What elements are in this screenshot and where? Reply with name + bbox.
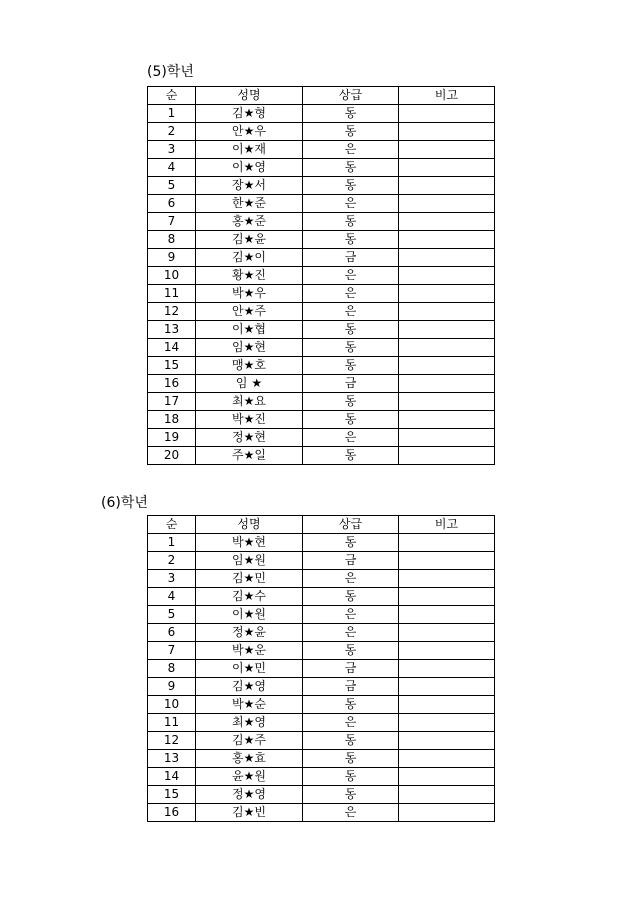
cell-name: 정★현: [196, 429, 303, 447]
table-row: [148, 375, 495, 393]
table-row: [148, 429, 495, 447]
cell-award: 동: [303, 732, 399, 750]
table-row: [148, 141, 495, 159]
table-row: [148, 642, 495, 660]
cell-note: [399, 123, 495, 141]
cell-note: [399, 624, 495, 642]
cell-no: 20: [148, 447, 196, 465]
cell-name: 정★영: [196, 786, 303, 804]
cell-no: 19: [148, 429, 196, 447]
cell-no: 9: [148, 678, 196, 696]
table-row: [148, 750, 495, 768]
cell-note: [399, 411, 495, 429]
cell-note: [399, 375, 495, 393]
cell-award: 동: [303, 159, 399, 177]
cell-note: [399, 660, 495, 678]
cell-name: 임★원: [196, 552, 303, 570]
cell-note: [399, 804, 495, 822]
cell-award: 동: [303, 393, 399, 411]
cell-note: [399, 213, 495, 231]
table-row: [148, 411, 495, 429]
cell-award: 금: [303, 660, 399, 678]
cell-name: 장★서: [196, 177, 303, 195]
table-row: [148, 195, 495, 213]
cell-name: 임 ★: [196, 375, 303, 393]
table-row: [148, 714, 495, 732]
cell-award: 동: [303, 339, 399, 357]
cell-award: 동: [303, 105, 399, 123]
cell-no: 4: [148, 588, 196, 606]
cell-note: [399, 357, 495, 375]
cell-name: 김★빈: [196, 804, 303, 822]
table-row: [148, 177, 495, 195]
cell-award: 동: [303, 357, 399, 375]
cell-no: 11: [148, 285, 196, 303]
cell-no: 12: [148, 732, 196, 750]
table-row: [148, 447, 495, 465]
cell-no: 2: [148, 123, 196, 141]
header-no: 순: [148, 87, 196, 105]
cell-name: 박★현: [196, 534, 303, 552]
cell-note: [399, 642, 495, 660]
table-row: [148, 678, 495, 696]
cell-note: [399, 588, 495, 606]
cell-name: 임★현: [196, 339, 303, 357]
cell-award: 금: [303, 552, 399, 570]
cell-note: [399, 177, 495, 195]
cell-name: 김★형: [196, 105, 303, 123]
cell-note: [399, 714, 495, 732]
cell-no: 1: [148, 534, 196, 552]
cell-no: 12: [148, 303, 196, 321]
cell-name: 최★요: [196, 393, 303, 411]
grade-6-title: (6)학년: [101, 495, 148, 511]
cell-award: 동: [303, 177, 399, 195]
table-row: [148, 249, 495, 267]
cell-name: 김★이: [196, 249, 303, 267]
cell-name: 이★민: [196, 660, 303, 678]
header-award: 상급: [303, 516, 399, 534]
cell-name: 윤★원: [196, 768, 303, 786]
cell-note: [399, 570, 495, 588]
cell-no: 13: [148, 321, 196, 339]
cell-note: [399, 678, 495, 696]
cell-award: 동: [303, 642, 399, 660]
cell-no: 6: [148, 195, 196, 213]
cell-no: 10: [148, 696, 196, 714]
cell-note: [399, 552, 495, 570]
cell-note: [399, 285, 495, 303]
header-note: 비고: [399, 516, 495, 534]
cell-award: 금: [303, 678, 399, 696]
cell-no: 6: [148, 624, 196, 642]
table-row: [148, 570, 495, 588]
table-row: [148, 357, 495, 375]
cell-note: [399, 447, 495, 465]
cell-note: [399, 393, 495, 411]
cell-award: 은: [303, 570, 399, 588]
header-name: 성명: [196, 516, 303, 534]
table-row: [148, 231, 495, 249]
cell-award: 동: [303, 447, 399, 465]
cell-name: 김★수: [196, 588, 303, 606]
cell-name: 박★우: [196, 285, 303, 303]
cell-name: 김★영: [196, 678, 303, 696]
cell-award: 동: [303, 534, 399, 552]
header-no: 순: [148, 516, 196, 534]
cell-no: 4: [148, 159, 196, 177]
cell-name: 주★일: [196, 447, 303, 465]
table-row: [148, 660, 495, 678]
table-row: [148, 534, 495, 552]
cell-note: [399, 303, 495, 321]
cell-note: [399, 534, 495, 552]
cell-no: 18: [148, 411, 196, 429]
cell-no: 16: [148, 375, 196, 393]
cell-award: 동: [303, 213, 399, 231]
cell-name: 박★운: [196, 642, 303, 660]
table-row: [148, 267, 495, 285]
cell-name: 박★진: [196, 411, 303, 429]
cell-no: 7: [148, 213, 196, 231]
cell-name: 김★주: [196, 732, 303, 750]
cell-no: 15: [148, 786, 196, 804]
table-row: [148, 321, 495, 339]
header-row: [148, 516, 495, 534]
header-award: 상급: [303, 87, 399, 105]
table-row: [148, 105, 495, 123]
cell-note: [399, 159, 495, 177]
cell-note: [399, 249, 495, 267]
table-row: [148, 624, 495, 642]
table-row: [148, 552, 495, 570]
table-row: [148, 606, 495, 624]
table-row: [148, 285, 495, 303]
cell-no: 16: [148, 804, 196, 822]
cell-name: 이★협: [196, 321, 303, 339]
cell-note: [399, 732, 495, 750]
cell-note: [399, 750, 495, 768]
cell-no: 7: [148, 642, 196, 660]
cell-note: [399, 786, 495, 804]
cell-no: 5: [148, 606, 196, 624]
cell-no: 9: [148, 249, 196, 267]
table-row: [148, 696, 495, 714]
cell-award: 은: [303, 285, 399, 303]
table-row: [148, 786, 495, 804]
table-row: [148, 768, 495, 786]
cell-note: [399, 231, 495, 249]
cell-note: [399, 321, 495, 339]
cell-note: [399, 696, 495, 714]
cell-award: 동: [303, 231, 399, 249]
cell-name: 맹★호: [196, 357, 303, 375]
cell-name: 김★윤: [196, 231, 303, 249]
cell-award: 은: [303, 195, 399, 213]
cell-award: 은: [303, 624, 399, 642]
cell-name: 이★원: [196, 606, 303, 624]
cell-no: 11: [148, 714, 196, 732]
cell-no: 17: [148, 393, 196, 411]
cell-award: 동: [303, 768, 399, 786]
cell-no: 3: [148, 141, 196, 159]
cell-note: [399, 267, 495, 285]
grade-5-table: [147, 86, 495, 465]
cell-name: 이★재: [196, 141, 303, 159]
table-row: [148, 159, 495, 177]
cell-award: 은: [303, 714, 399, 732]
cell-award: 동: [303, 588, 399, 606]
cell-note: [399, 606, 495, 624]
header-name: 성명: [196, 87, 303, 105]
table-row: [148, 393, 495, 411]
grade-6-table: [147, 515, 495, 822]
table-row: [148, 303, 495, 321]
cell-award: 은: [303, 606, 399, 624]
cell-award: 은: [303, 303, 399, 321]
cell-award: 동: [303, 123, 399, 141]
grade-5-title: (5)학년: [147, 64, 194, 80]
cell-award: 은: [303, 804, 399, 822]
cell-no: 1: [148, 105, 196, 123]
cell-name: 안★우: [196, 123, 303, 141]
cell-note: [399, 768, 495, 786]
table-row: [148, 732, 495, 750]
header-note: 비고: [399, 87, 495, 105]
cell-name: 홍★효: [196, 750, 303, 768]
cell-award: 금: [303, 249, 399, 267]
cell-no: 14: [148, 339, 196, 357]
cell-award: 은: [303, 429, 399, 447]
cell-name: 홍★준: [196, 213, 303, 231]
cell-name: 정★윤: [196, 624, 303, 642]
cell-award: 동: [303, 786, 399, 804]
cell-no: 13: [148, 750, 196, 768]
cell-no: 15: [148, 357, 196, 375]
cell-no: 10: [148, 267, 196, 285]
cell-award: 동: [303, 696, 399, 714]
cell-note: [399, 195, 495, 213]
cell-name: 최★영: [196, 714, 303, 732]
cell-no: 8: [148, 660, 196, 678]
cell-no: 2: [148, 552, 196, 570]
cell-award: 동: [303, 750, 399, 768]
cell-no: 14: [148, 768, 196, 786]
cell-award: 은: [303, 141, 399, 159]
cell-name: 황★진: [196, 267, 303, 285]
cell-name: 안★주: [196, 303, 303, 321]
cell-note: [399, 105, 495, 123]
cell-name: 이★영: [196, 159, 303, 177]
table-row: [148, 588, 495, 606]
table-row: [148, 804, 495, 822]
cell-award: 금: [303, 375, 399, 393]
cell-name: 박★순: [196, 696, 303, 714]
cell-no: 3: [148, 570, 196, 588]
cell-award: 동: [303, 411, 399, 429]
cell-note: [399, 429, 495, 447]
cell-name: 한★준: [196, 195, 303, 213]
table-row: [148, 339, 495, 357]
cell-no: 8: [148, 231, 196, 249]
cell-note: [399, 339, 495, 357]
table-row: [148, 213, 495, 231]
cell-award: 은: [303, 267, 399, 285]
header-row: [148, 87, 495, 105]
cell-no: 5: [148, 177, 196, 195]
cell-note: [399, 141, 495, 159]
cell-award: 동: [303, 321, 399, 339]
cell-name: 김★민: [196, 570, 303, 588]
table-row: [148, 123, 495, 141]
